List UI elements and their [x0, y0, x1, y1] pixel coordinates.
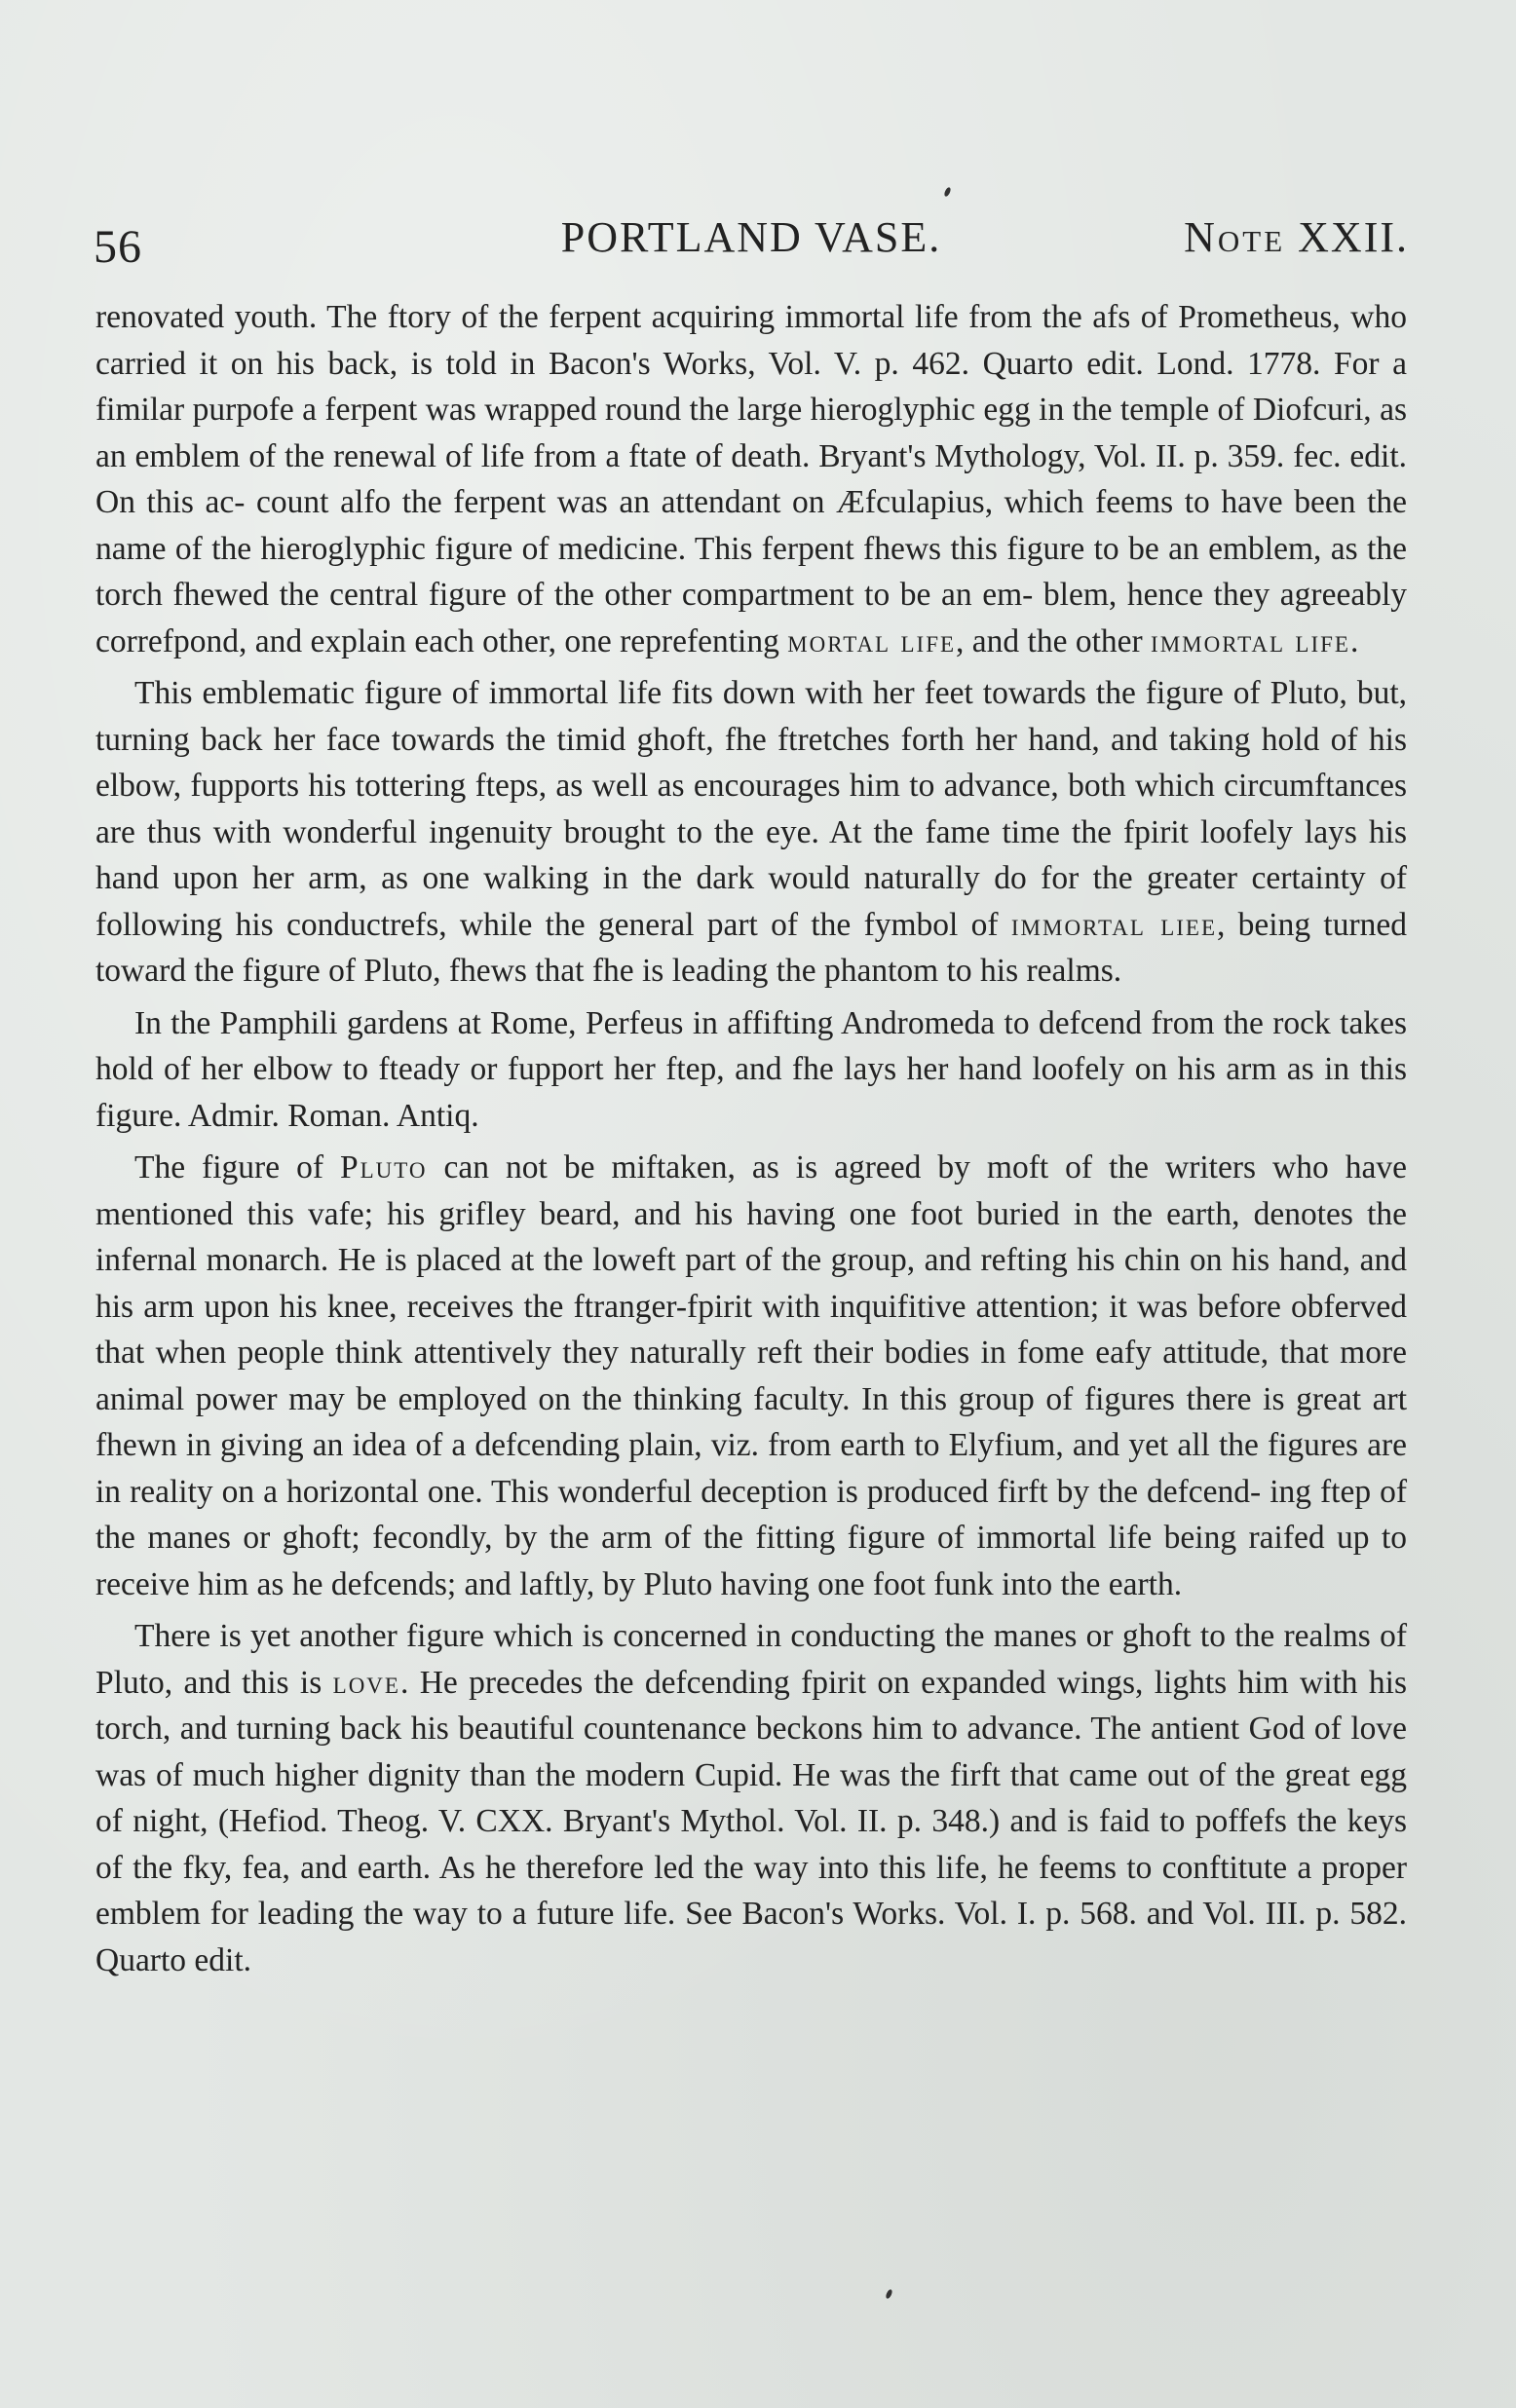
- paragraph-line: Quarto edit. Lond. 1778. For a fimilar purpofe a ferpent was wrapped round the: [95, 345, 1407, 428]
- paragraph-line: denotes the infernal monarch. He is placed at the loweft part of the group, and refting: [95, 1195, 1407, 1278]
- paragraph-line: In the Pamphili gardens at Rome, Perfeus in affifting Andromeda to defcend from: [134, 1004, 1215, 1041]
- paragraph-line: count alfo the ferpent was an attendant on Æfculapius, which feems to have been the: [256, 484, 1407, 520]
- paragraph-line: the dark would naturally do for the greater certainty of following his conductrefs, while: [95, 860, 1408, 943]
- small-caps-term: immortal liee: [1010, 906, 1217, 943]
- paragraph-line: 568. and Vol. III. p. 582. Quarto edit.: [95, 1896, 1407, 1978]
- paragraph-line: fky, fea, and earth. As he therefore led the way into this life, he feems to conftitute a: [182, 1849, 1312, 1886]
- paragraph-line: Cupid. He was the firft that came out of the great egg of night, (Hefiod. Theog.: [95, 1756, 1408, 1839]
- paragraph-text: the realms of Pluto, and this is: [95, 1618, 1407, 1701]
- page-number: 56: [94, 221, 142, 273]
- paragraph-line: life being raifed up to receive him as he defcends; and laftly, by Pluto having one foot: [95, 1520, 1408, 1602]
- note-label: [1184, 212, 1409, 262]
- page-header: [94, 212, 1409, 281]
- note-number: XXII.: [1298, 213, 1409, 261]
- paragraph-line: reality on a horizontal one. This wonderful deception is produced firft by the defcend-: [130, 1473, 1262, 1510]
- paragraph-line: loofely on his arm as in this figure. Admir. Roman. Antiq.: [95, 1051, 1408, 1134]
- paragraph-line: inquifitive attention; it was before obferved that when people think attentively they: [95, 1288, 1408, 1371]
- paragraph-text: , and the other: [956, 622, 1152, 659]
- paragraph-text: . He precedes the defcending fpirit on expanded: [399, 1664, 1046, 1701]
- paragraph-line: proper emblem for leading the way to a future life. See Bacon's Works. Vol. I. p.: [95, 1849, 1407, 1932]
- paragraph-1: [95, 294, 1407, 664]
- paragraph-line: and taking hold of his elbow, fupports his tottering fteps, as well as encourages him to: [95, 721, 1407, 804]
- note-prefix: Note: [1184, 213, 1286, 261]
- paragraph-line: naturally reft their bodies in fome eafy attitude, that more animal power may be employed: [95, 1335, 1407, 1417]
- small-caps-term: immortal life: [1151, 622, 1350, 659]
- small-caps-term: Pluto: [339, 1149, 428, 1185]
- running-title: PORTLAND VASE.: [560, 213, 942, 261]
- paragraph-line: Prometheus, who carried it on his back, is told in Bacon's Works, Vol. V. p. 462.: [95, 299, 1407, 382]
- paragraph-line: of Pluto, fhews that fhe is leading the phantom to his realms.: [328, 953, 1122, 989]
- paragraph-line: idea of a defcending plain, viz. from earth to Elyfium, and yet all the figures are in: [95, 1427, 1407, 1510]
- paragraph-text: the general part of the fymbol of: [545, 906, 1011, 943]
- paragraph-line: renovated youth. The ftory of the ferpent acquiring immortal life from the afs of: [95, 299, 1168, 335]
- paragraph-line: funk into the earth.: [933, 1565, 1183, 1602]
- paragraph-line: the rock takes hold of her elbow to fteady or fupport her ftep, and fhe lays her hand: [95, 1004, 1408, 1087]
- small-caps-term: mortal life: [787, 622, 957, 659]
- paragraph-line: wings, lights him with his torch, and turning back his beautiful countenance beckons: [95, 1664, 1408, 1747]
- paragraph-line: eye. At the fame time the fpirit loofely lays his hand upon her arm, as one walking in: [95, 813, 1407, 896]
- paragraph-line: on the thinking faculty. In this group of figures there is great art fhewn in giving an: [95, 1380, 1408, 1463]
- paragraph-4: [95, 1145, 1407, 1607]
- paragraph-text: .: [1349, 622, 1359, 659]
- paragraph-line: have mentioned this vafe; his grifley beard, and his having one foot buried in the earth,: [95, 1149, 1408, 1232]
- paragraph-line: V. CXX. Bryant's Mythol. Vol. II. p. 348.) and is faid to poffefs the keys of the: [95, 1803, 1407, 1886]
- paragraph-5: [95, 1613, 1407, 1983]
- paragraph-line: Pluto, but, turning back her face towards the timid ghoft, fhe ftretches forth her hand,: [95, 675, 1407, 758]
- paragraph-2: [95, 670, 1407, 995]
- paragraph-line: name of the hieroglyphic figure of medicine. This ferpent fhews this figure to be an: [95, 530, 1199, 567]
- body-text: [95, 294, 1407, 1983]
- paragraph-3: [95, 1000, 1407, 1140]
- paragraph-line: ing ftep of the manes or ghoft; fecondly, by the arm of the fitting figure of immortal: [95, 1473, 1408, 1556]
- paragraph-line: There is yet another figure which is concerned in conducting the manes or ghoft to: [134, 1618, 1226, 1654]
- paragraph-line: large hieroglyphic egg in the temple of Diofcuri, as an emblem of the renewal of life: [95, 392, 1407, 474]
- paragraph-line: from a ftate of death. Bryant's Mythology, Vol. II. p. 359. fec. edit. On this ac-: [95, 437, 1408, 520]
- paragraph-text: , being turned toward the figure: [95, 906, 1407, 989]
- paragraph-line: emblem, as the torch fhewed the central figure of the other compartment to be an em-: [95, 530, 1407, 613]
- paragraph-line: blem, hence they agreeably correfpond, and explain each other, one reprefenting: [95, 577, 1408, 659]
- paragraph-line: advance, both which circumftances are thus with wonderful ingenuity brought to the: [95, 768, 1407, 850]
- paragraph-line: This emblematic figure of immortal life fits down with her feet towards the figure of: [134, 675, 1261, 711]
- paragraph-line: his chin on his hand, and his arm upon his knee, receives the ftranger-fpirit with: [95, 1242, 1407, 1325]
- small-caps-term: love: [332, 1664, 400, 1701]
- paragraph-text: can not be miftaken, as is agreed by moft of the writers who: [427, 1149, 1329, 1185]
- ink-speck: [943, 186, 952, 197]
- paragraph-text: The figure of: [134, 1149, 340, 1185]
- ink-speck: [885, 2288, 893, 2299]
- paragraph-line: him to advance. The antient God of love was of much higher dignity than the modern: [95, 1711, 1408, 1793]
